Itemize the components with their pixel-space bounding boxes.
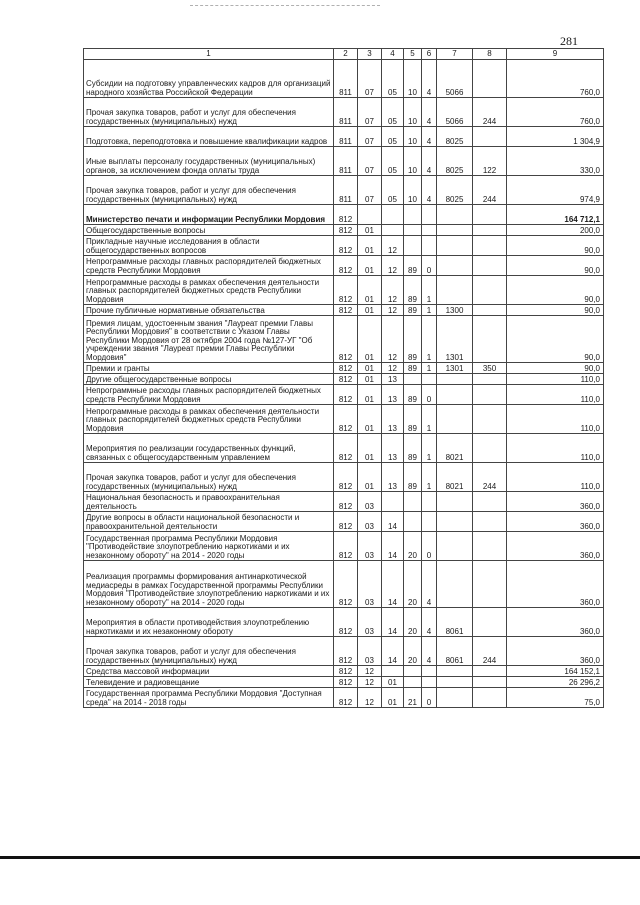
table-row [84, 60, 604, 98]
cell-subprogram-code: 0 [422, 688, 437, 708]
table-row [84, 532, 604, 561]
table-row [84, 305, 604, 316]
cell-direction-code: 1300 [437, 305, 473, 316]
cell-expense-type-code [473, 608, 507, 637]
cell-direction-code [437, 236, 473, 256]
cell-direction-code: 8025 [437, 176, 473, 205]
cell-subprogram-code [422, 492, 437, 512]
cell-direction-code: 5066 [437, 98, 473, 127]
table-row [84, 608, 604, 637]
cell-ministry-code: 812 [334, 405, 358, 434]
table-row [84, 176, 604, 205]
row-label: Средства массовой информации [84, 666, 334, 677]
table-header-row [84, 49, 604, 60]
cell-section-code: 01 [358, 305, 382, 316]
cell-subsection-code: 13 [382, 385, 404, 405]
cell-expense-type-code [473, 688, 507, 708]
cell-direction-code [437, 205, 473, 225]
cell-subsection-code: 14 [382, 637, 404, 666]
row-label: Национальная безопасность и правоохранительная деятельность [84, 492, 334, 512]
cell-subsection-code [382, 205, 404, 225]
cell-ministry-code: 811 [334, 98, 358, 127]
cell-subsection-code: 14 [382, 561, 404, 608]
cell-subsection-code: 05 [382, 98, 404, 127]
cell-subprogram-code: 1 [422, 463, 437, 492]
cell-amount: 360,0 [507, 492, 604, 512]
cell-direction-code: 1301 [437, 363, 473, 374]
table-row [84, 637, 604, 666]
cell-program-code: 10 [404, 127, 422, 147]
row-label: Прочая закупка товаров, работ и услуг для обеспечения государственных (муниципальных) нужд [84, 176, 334, 205]
cell-direction-code [437, 688, 473, 708]
cell-subsection-code: 13 [382, 463, 404, 492]
row-label: Премии и гранты [84, 363, 334, 374]
cell-subsection-code: 14 [382, 532, 404, 561]
cell-ministry-code: 812 [334, 492, 358, 512]
cell-program-code: 89 [404, 256, 422, 276]
cell-subsection-code: 12 [382, 256, 404, 276]
row-label: Другие вопросы в области национальной безопасности и правоохранительной деятельности [84, 512, 334, 532]
cell-expense-type-code [473, 666, 507, 677]
row-label: Непрограммные расходы в рамках обеспечения деятельности главных распорядителей бюджетных средств Республики Мордовия [84, 405, 334, 434]
table-row [84, 276, 604, 305]
cell-section-code: 07 [358, 127, 382, 147]
cell-program-code [404, 205, 422, 225]
cell-subprogram-code [422, 225, 437, 236]
cell-amount: 110,0 [507, 463, 604, 492]
cell-section-code: 03 [358, 512, 382, 532]
cell-program-code [404, 492, 422, 512]
cell-amount: 90,0 [507, 276, 604, 305]
cell-program-code: 89 [404, 276, 422, 305]
cell-amount: 330,0 [507, 147, 604, 176]
cell-ministry-code: 812 [334, 256, 358, 276]
table-row [84, 316, 604, 363]
cell-subsection-code: 05 [382, 176, 404, 205]
cell-program-code: 10 [404, 147, 422, 176]
row-label: Прикладные научные исследования в области общегосударственных вопросов [84, 236, 334, 256]
cell-program-code: 21 [404, 688, 422, 708]
table-row [84, 492, 604, 512]
cell-expense-type-code: 244 [473, 637, 507, 666]
cell-ministry-code: 812 [334, 236, 358, 256]
page-number: 281 [560, 34, 578, 48]
cell-expense-type-code [473, 205, 507, 225]
table-row [84, 666, 604, 677]
cell-subprogram-code [422, 374, 437, 385]
cell-subprogram-code [422, 236, 437, 256]
cell-direction-code [437, 561, 473, 608]
cell-direction-code [437, 492, 473, 512]
cell-subprogram-code: 1 [422, 434, 437, 463]
cell-direction-code [437, 512, 473, 532]
row-label: Прочая закупка товаров, работ и услуг для обеспечения государственных (муниципальных) нужд [84, 463, 334, 492]
cell-program-code: 89 [404, 363, 422, 374]
table-row [84, 688, 604, 708]
table-row [84, 434, 604, 463]
cell-program-code: 20 [404, 637, 422, 666]
cell-subsection-code [382, 666, 404, 677]
cell-section-code: 12 [358, 677, 382, 688]
cell-subsection-code: 13 [382, 434, 404, 463]
cell-amount: 90,0 [507, 363, 604, 374]
cell-program-code: 89 [404, 463, 422, 492]
cell-direction-code [437, 405, 473, 434]
table-row [84, 463, 604, 492]
cell-program-code [404, 374, 422, 385]
table-row [84, 363, 604, 374]
cell-direction-code: 8021 [437, 434, 473, 463]
cell-amount: 75,0 [507, 688, 604, 708]
cell-expense-type-code: 244 [473, 176, 507, 205]
cell-expense-type-code [473, 385, 507, 405]
row-label: Непрограммные расходы главных распорядителей бюджетных средств Республики Мордовия [84, 385, 334, 405]
table-row [84, 147, 604, 176]
cell-amount: 760,0 [507, 98, 604, 127]
cell-ministry-code: 812 [334, 205, 358, 225]
cell-expense-type-code [473, 405, 507, 434]
cell-subsection-code: 13 [382, 405, 404, 434]
table-row [84, 236, 604, 256]
cell-program-code: 10 [404, 176, 422, 205]
cell-program-code: 20 [404, 532, 422, 561]
cell-section-code: 07 [358, 98, 382, 127]
cell-subsection-code: 12 [382, 236, 404, 256]
cell-program-code: 20 [404, 561, 422, 608]
cell-subsection-code [382, 225, 404, 236]
cell-subprogram-code: 4 [422, 561, 437, 608]
cell-section-code: 03 [358, 608, 382, 637]
cell-amount: 360,0 [507, 512, 604, 532]
row-label: Иные выплаты персоналу государственных (муниципальных) органов, за исключением фонда оплаты труда [84, 147, 334, 176]
cell-ministry-code: 811 [334, 127, 358, 147]
cell-direction-code [437, 276, 473, 305]
cell-section-code: 03 [358, 532, 382, 561]
cell-direction-code [437, 374, 473, 385]
header-cell: 6 [422, 49, 437, 60]
cell-subprogram-code [422, 205, 437, 225]
row-label: Мероприятия в области противодействия злоупотреблению наркотиками и их незаконному обороту [84, 608, 334, 637]
cell-ministry-code: 812 [334, 463, 358, 492]
cell-subsection-code: 01 [382, 677, 404, 688]
cell-direction-code: 8025 [437, 147, 473, 176]
table-row [84, 205, 604, 225]
cell-ministry-code: 812 [334, 434, 358, 463]
cell-program-code: 20 [404, 608, 422, 637]
row-label: Государственная программа Республики Мордовия "Противодействие злоупотреблению наркотиками и их незаконному обороту" на 2014 - 2020 годы [84, 532, 334, 561]
row-label: Прочие публичные нормативные обязательства [84, 305, 334, 316]
cell-section-code: 07 [358, 176, 382, 205]
cell-expense-type-code [473, 677, 507, 688]
cell-direction-code: 8061 [437, 637, 473, 666]
cell-section-code: 01 [358, 463, 382, 492]
cell-amount: 164 712,1 [507, 205, 604, 225]
row-label: Телевидение и радиовещание [84, 677, 334, 688]
cell-section-code: 12 [358, 666, 382, 677]
cell-subprogram-code: 0 [422, 532, 437, 561]
cell-subprogram-code: 1 [422, 405, 437, 434]
row-label: Другие общегосударственные вопросы [84, 374, 334, 385]
header-cell: 3 [358, 49, 382, 60]
row-label: Министерство печати и информации Республики Мордовия [84, 205, 334, 225]
cell-program-code [404, 512, 422, 532]
cell-program-code [404, 236, 422, 256]
cell-section-code: 01 [358, 256, 382, 276]
cell-program-code [404, 677, 422, 688]
cell-section-code: 01 [358, 385, 382, 405]
cell-subsection-code: 14 [382, 512, 404, 532]
cell-program-code [404, 225, 422, 236]
row-label: Прочая закупка товаров, работ и услуг для обеспечения государственных (муниципальных) нужд [84, 637, 334, 666]
row-label: Общегосударственные вопросы [84, 225, 334, 236]
cell-ministry-code: 812 [334, 666, 358, 677]
cell-expense-type-code [473, 374, 507, 385]
cell-amount: 164 152,1 [507, 666, 604, 677]
row-label: Подготовка, переподготовка и повышение квалификации кадров [84, 127, 334, 147]
cell-amount: 110,0 [507, 385, 604, 405]
cell-subprogram-code: 4 [422, 98, 437, 127]
cell-amount: 90,0 [507, 236, 604, 256]
budget-table [83, 48, 604, 708]
cell-amount: 360,0 [507, 561, 604, 608]
cell-amount: 90,0 [507, 316, 604, 363]
cell-direction-code: 8061 [437, 608, 473, 637]
cell-direction-code: 8021 [437, 463, 473, 492]
cell-subsection-code: 01 [382, 688, 404, 708]
cell-subprogram-code: 1 [422, 316, 437, 363]
cell-section-code: 01 [358, 405, 382, 434]
cell-program-code [404, 666, 422, 677]
cell-subsection-code: 13 [382, 374, 404, 385]
cell-section-code: 01 [358, 374, 382, 385]
cell-ministry-code: 812 [334, 225, 358, 236]
cell-section-code: 12 [358, 688, 382, 708]
cell-subsection-code: 12 [382, 305, 404, 316]
cell-section-code: 03 [358, 561, 382, 608]
cell-ministry-code: 812 [334, 677, 358, 688]
cell-subsection-code: 05 [382, 147, 404, 176]
cell-expense-type-code [473, 127, 507, 147]
cell-ministry-code: 812 [334, 688, 358, 708]
table-row [84, 385, 604, 405]
row-label: Непрограммные расходы главных распорядителей бюджетных средств Республики Мордовия [84, 256, 334, 276]
cell-amount: 760,0 [507, 60, 604, 98]
header-cell: 4 [382, 49, 404, 60]
cell-amount: 90,0 [507, 305, 604, 316]
header-cell: 7 [437, 49, 473, 60]
cell-direction-code [437, 256, 473, 276]
cell-expense-type-code: 350 [473, 363, 507, 374]
cell-amount: 200,0 [507, 225, 604, 236]
cell-amount: 360,0 [507, 637, 604, 666]
cell-expense-type-code [473, 225, 507, 236]
cell-program-code: 89 [404, 385, 422, 405]
header-cell: 2 [334, 49, 358, 60]
cell-ministry-code: 812 [334, 608, 358, 637]
row-label: Государственная программа Республики Мордовия "Доступная среда" на 2014 - 2018 годы [84, 688, 334, 708]
cell-expense-type-code [473, 561, 507, 608]
header-cell: 5 [404, 49, 422, 60]
header-cell: 8 [473, 49, 507, 60]
cell-section-code: 01 [358, 225, 382, 236]
cell-ministry-code: 812 [334, 512, 358, 532]
cell-subsection-code: 14 [382, 608, 404, 637]
cell-program-code: 89 [404, 305, 422, 316]
cell-amount: 974,9 [507, 176, 604, 205]
cell-ministry-code: 812 [334, 561, 358, 608]
cell-section-code: 01 [358, 363, 382, 374]
cell-section-code: 03 [358, 637, 382, 666]
table-row [84, 677, 604, 688]
cell-section-code: 01 [358, 434, 382, 463]
cell-direction-code [437, 385, 473, 405]
cell-subprogram-code: 4 [422, 60, 437, 98]
table-row [84, 374, 604, 385]
cell-ministry-code: 812 [334, 363, 358, 374]
row-label: Мероприятия по реализации государственных функций, связанных с общегосударственным управлением [84, 434, 334, 463]
cell-subprogram-code: 1 [422, 363, 437, 374]
cell-amount: 26 296,2 [507, 677, 604, 688]
row-label: Реализация программы формирования антинаркотической медиасреды в рамках Государственной программы Республики Мордовия "Противодействие злоупотреблению наркотиками и их незаконному обороту" на 2014 - 2020 годы [84, 561, 334, 608]
cell-section-code: 03 [358, 492, 382, 512]
cell-direction-code [437, 225, 473, 236]
cell-expense-type-code [473, 492, 507, 512]
cell-expense-type-code [473, 316, 507, 363]
cell-section-code: 01 [358, 316, 382, 363]
cell-ministry-code: 812 [334, 374, 358, 385]
cell-amount: 110,0 [507, 434, 604, 463]
cell-subprogram-code [422, 512, 437, 532]
cell-program-code: 89 [404, 316, 422, 363]
row-label: Прочая закупка товаров, работ и услуг для обеспечения государственных (муниципальных) нужд [84, 98, 334, 127]
table-row [84, 512, 604, 532]
header-cell: 1 [84, 49, 334, 60]
cell-subprogram-code: 1 [422, 305, 437, 316]
cell-ministry-code: 811 [334, 147, 358, 176]
row-label: Субсидии на подготовку управленческих кадров для организаций народного хозяйства Российской Федерации [84, 60, 334, 98]
cell-section-code: 07 [358, 60, 382, 98]
cell-expense-type-code [473, 512, 507, 532]
cell-subprogram-code: 4 [422, 176, 437, 205]
cell-ministry-code: 811 [334, 60, 358, 98]
cell-expense-type-code [473, 305, 507, 316]
cell-ministry-code: 812 [334, 385, 358, 405]
cell-expense-type-code: 244 [473, 98, 507, 127]
cell-expense-type-code [473, 60, 507, 98]
cell-section-code [358, 205, 382, 225]
cell-subprogram-code: 4 [422, 608, 437, 637]
cell-subsection-code: 05 [382, 60, 404, 98]
cell-direction-code [437, 532, 473, 561]
header-cell: 9 [507, 49, 604, 60]
cell-ministry-code: 812 [334, 532, 358, 561]
cell-expense-type-code: 244 [473, 463, 507, 492]
cell-expense-type-code [473, 434, 507, 463]
cell-subsection-code: 12 [382, 316, 404, 363]
cell-subsection-code: 12 [382, 363, 404, 374]
cell-expense-type-code: 122 [473, 147, 507, 176]
cell-direction-code [437, 677, 473, 688]
cell-section-code: 01 [358, 276, 382, 305]
scan-artifact-line [190, 5, 380, 6]
cell-direction-code: 8025 [437, 127, 473, 147]
cell-subprogram-code: 4 [422, 147, 437, 176]
cell-amount: 1 304,9 [507, 127, 604, 147]
cell-subsection-code [382, 492, 404, 512]
cell-subprogram-code: 4 [422, 127, 437, 147]
table-row [84, 98, 604, 127]
cell-ministry-code: 812 [334, 276, 358, 305]
cell-ministry-code: 811 [334, 176, 358, 205]
cell-subprogram-code: 0 [422, 385, 437, 405]
table-row [84, 561, 604, 608]
cell-amount: 360,0 [507, 608, 604, 637]
cell-subprogram-code: 4 [422, 637, 437, 666]
cell-expense-type-code [473, 236, 507, 256]
table-row [84, 225, 604, 236]
cell-subprogram-code: 1 [422, 276, 437, 305]
cell-amount: 90,0 [507, 256, 604, 276]
cell-ministry-code: 812 [334, 305, 358, 316]
cell-section-code: 07 [358, 147, 382, 176]
cell-direction-code: 1301 [437, 316, 473, 363]
cell-expense-type-code [473, 276, 507, 305]
cell-amount: 110,0 [507, 405, 604, 434]
cell-program-code: 10 [404, 60, 422, 98]
cell-direction-code: 5066 [437, 60, 473, 98]
row-label: Непрограммные расходы в рамках обеспечения деятельности главных распорядителей бюджетных средств Республики Мордовия [84, 276, 334, 305]
cell-subsection-code: 05 [382, 127, 404, 147]
cell-expense-type-code [473, 532, 507, 561]
cell-subprogram-code [422, 677, 437, 688]
cell-amount: 360,0 [507, 532, 604, 561]
table-row [84, 256, 604, 276]
table-row [84, 127, 604, 147]
cell-ministry-code: 812 [334, 316, 358, 363]
cell-subsection-code: 12 [382, 276, 404, 305]
cell-program-code: 89 [404, 434, 422, 463]
cell-program-code: 89 [404, 405, 422, 434]
cell-expense-type-code [473, 256, 507, 276]
cell-direction-code [437, 666, 473, 677]
cell-amount: 110,0 [507, 374, 604, 385]
cell-section-code: 01 [358, 236, 382, 256]
cell-subprogram-code: 0 [422, 256, 437, 276]
row-label: Премия лицам, удостоенным звания "Лауреат премии Главы Республики Мордовия" в соответствии с Указом Главы Республики Мордовия от 28 октября 2004 года №127-УГ "Об учреждении звания "Лауреат премии Главы Республики Мордовия" [84, 316, 334, 363]
cell-ministry-code: 812 [334, 637, 358, 666]
table-row [84, 405, 604, 434]
scan-bottom-edge [0, 856, 640, 859]
cell-subprogram-code [422, 666, 437, 677]
cell-program-code: 10 [404, 98, 422, 127]
